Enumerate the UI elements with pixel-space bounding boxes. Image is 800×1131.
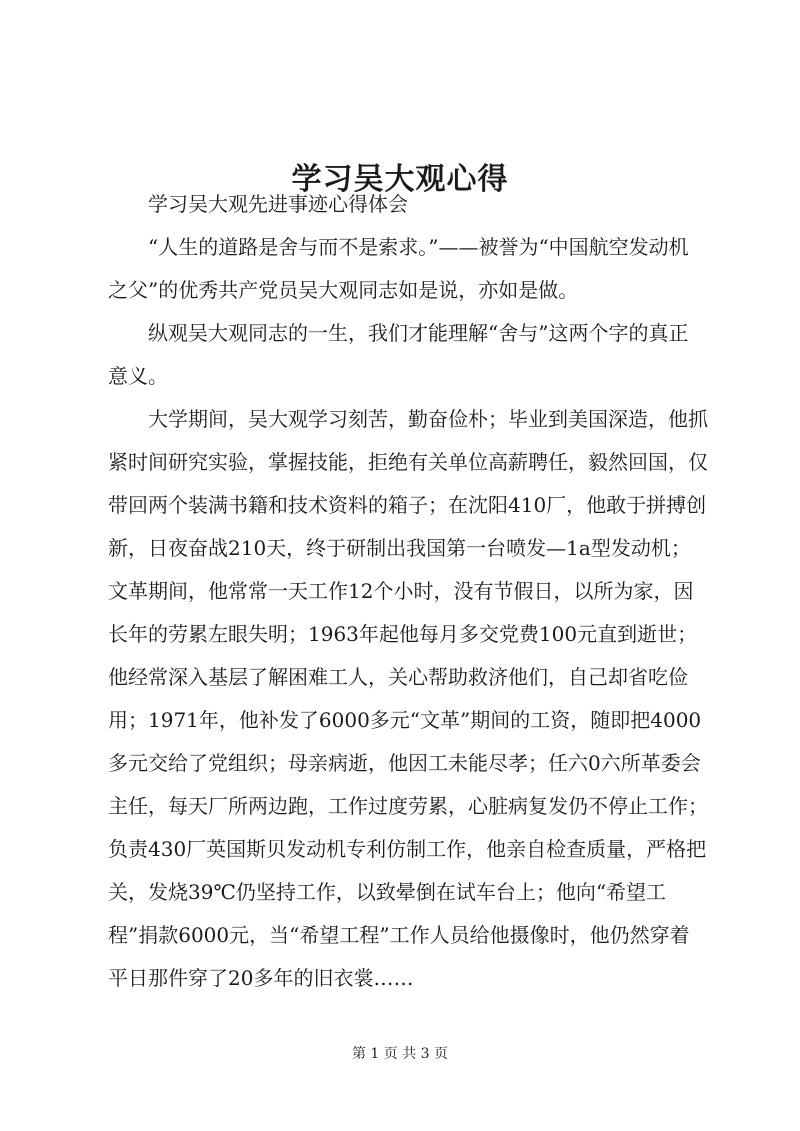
document-body (108, 183, 708, 1000)
subtitle-paragraph: 学习吴大观先进事迹心得体会 (148, 192, 408, 216)
intro-paragraph: 纵观吴大观同志的一生，我们才能理解“舍与”这两个字的真正意义。 (108, 321, 689, 388)
document-title: 学习吴大观心得 (291, 162, 509, 198)
biography-paragraph: 大学期间，吴大观学习刻苦，勤奋俭朴；毕业到美国深造，他抓紧时间研究实验，掌握技能，拒绝有关单位高薪聘任，毅然回国，仅带回两个装满书籍和技术资料的箱子；在沈阳410厂，他敢于拼搏创新，日夜奋战210天，终于研制出我国第一台喷发—1a型发动机；文革期间，他常常一天工作12个小时，没有节假日，以所为家，因长年的劳累左眼失明；1963年起他每月多交党费100元直到逝世；他经常深入基层了解困难工人，关心帮助救济他们，自己却省吃俭用；1971年，他补发了6000多元“文革”期间的工资，随即把4000多元交给了党组织；母亲病逝，他因工未能尽孝；任六0六所革委会主任，每天厂所两边跑，工作过度劳累，心脏病复发仍不停止工作；负责430厂英国斯贝发动机专利仿制工作，他亲自检查质量，严格把关，发烧39℃仍坚持工作，以致晕倒在试车台上；他向“希望工程”捐款6000元，当“希望工程”工作人员给他摄像时，他仍然穿着平日那件穿了20多年的旧衣裳…… (108, 407, 708, 990)
quote-paragraph: “人生的道路是舍与而不是索求。”——被誉为“中国航空发动机之父”的优秀共产党员吴大观同志如是说，亦如是做。 (108, 235, 689, 302)
page-footer: 第 1 页 共 3 页 (351, 1046, 449, 1062)
